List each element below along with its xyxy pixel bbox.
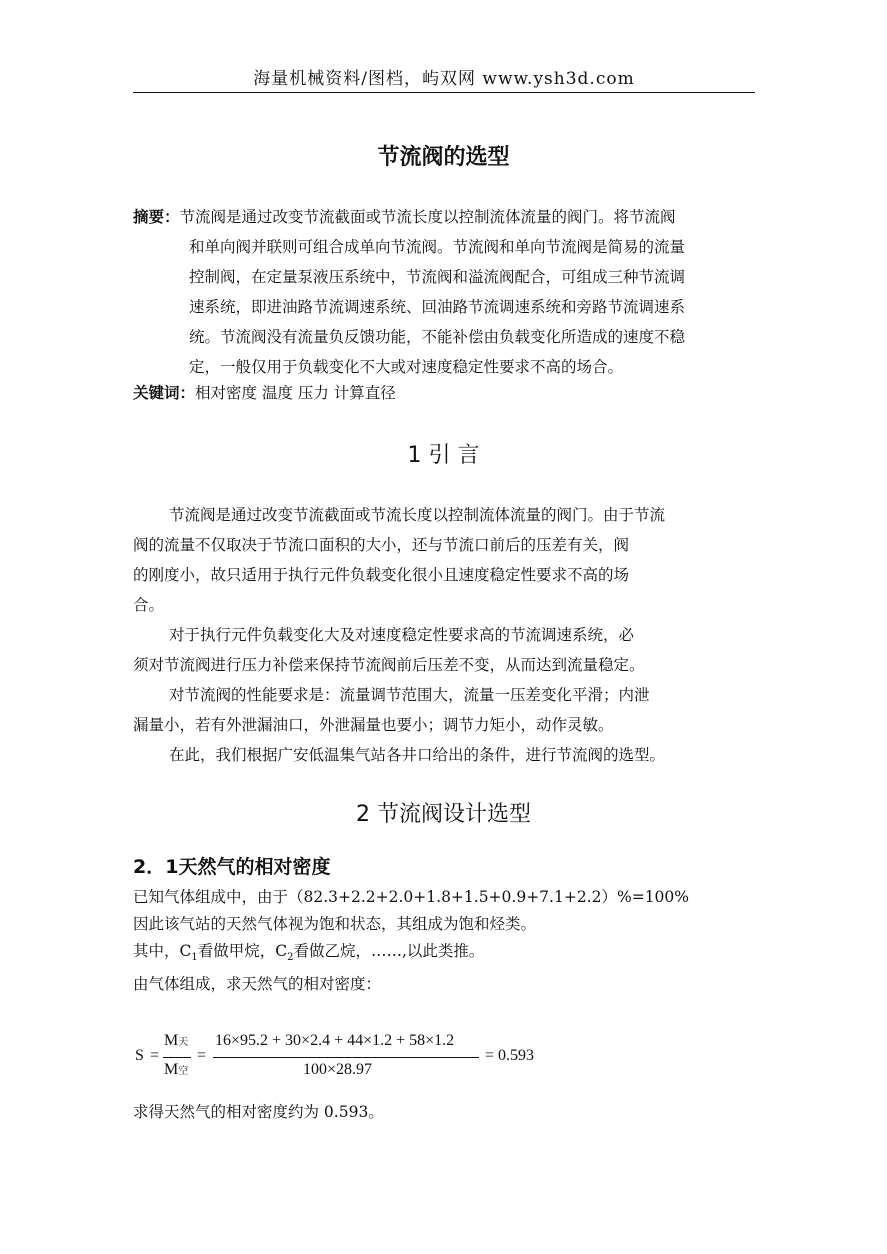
abstract-line: 和单向阀并联则可组合成单向节流阀。节流阀和单向节流阀是简易的流量 (189, 238, 686, 256)
body-line: 因此该气站的天然气体视为饱和状态，其组成为饱和烃类。 (133, 915, 537, 933)
document-title: 节流阀的选型 (377, 145, 510, 170)
keywords-text: 相对密度 温度 压力 计算直径 (195, 384, 396, 402)
formula-denominator: 100×28.97 (303, 1061, 373, 1078)
body-line: 由气体组成，求天然气的相对密度： (133, 975, 382, 994)
abstract-line: 控制阀，在定量泵液压系统中，节流阀和溢流阀配合，可组成三种节流调 (189, 268, 686, 286)
header-rule (133, 92, 755, 93)
formula-equals: = (197, 1047, 207, 1064)
abstract-line: 定，一般仅用于负载变化不大或对速度稳定性要求不高的场合。 (189, 358, 624, 376)
keywords-label: 关键词： (133, 384, 196, 402)
formula-denominator-m: M空 (164, 1061, 189, 1078)
body-line: 对节流阀的性能要求是：流量调节范围大，流量一压差变化平滑；内泄 (169, 686, 650, 704)
intro-body (133, 500, 758, 770)
fraction-bar (213, 1057, 479, 1058)
body-line: 漏量小，若有外泄漏油口，外泄漏量也要小；调节力矩小，动作灵敏。 (133, 716, 614, 734)
fraction-bar (163, 1057, 191, 1058)
body-line: 在此，我们根据广安低温集气站各井口给出的条件，进行节流阀的选型。 (169, 746, 666, 764)
formula-numerator: 16×95.2 + 30×2.4 + 44×1.2 + 58×1.2 (215, 1032, 455, 1049)
keywords (133, 381, 396, 403)
body-line: 对于执行元件负载变化大及对速度稳定性要求高的节流调速系统，必 (169, 626, 635, 644)
formula-equals: = (150, 1047, 160, 1064)
body-line: 节流阀是通过改变节流截面或节流长度以控制流体流量的阀门。由于节流 (169, 506, 666, 524)
relative-density-formula (133, 1030, 593, 1086)
subsection-heading: 2．1天然气的相对密度 (133, 856, 331, 878)
formula-result: = 0.593 (485, 1047, 535, 1064)
abstract-label: 摘要： (133, 208, 180, 226)
abstract-line: 统。节流阀没有流量负反馈功能，不能补偿由负载变化所造成的速度不稳 (189, 328, 686, 346)
body-line: 其中，$C_1$看做甲烷，$C_2$看做乙烷，……,以此类推。 (133, 942, 485, 964)
abstract-line: 节流阀是通过改变节流截面或节流长度以控制流体流量的阀门。将节流阀 (179, 208, 676, 226)
running-header: 海量机械资料/图档，屿双网 www.ysh3d.com (253, 69, 635, 89)
body-line: 阀的流量不仅取决于节流口面积的大小，还与节流口前后的压差有关，阀 (133, 536, 630, 554)
body-line: 已知气体组成中，由于（82.3+2.2+2.0+1.8+1.5+0.9+7.1+2.2）%=100% (133, 888, 690, 906)
formula-numerator-m: M天 (164, 1032, 189, 1049)
subsection-body (133, 884, 758, 998)
body-line: 须对节流阀进行压力补偿来保持节流阀前后压差不变，从而达到流量稳定。 (133, 656, 645, 674)
abstract-block (133, 202, 758, 382)
section-heading-intro: 1 引 言 (407, 443, 480, 468)
body-line: 合。 (133, 596, 165, 614)
result-sentence: 求得天然气的相对密度约为 0.593。 (133, 1103, 384, 1121)
formula-lhs: S (135, 1047, 144, 1064)
section-heading-design: 2 节流阀设计选型 (356, 802, 531, 827)
abstract-line: 速系统，即进油路节流调速系统、回油路节流调速系统和旁路节流调速系 (189, 298, 686, 316)
body-line: 的刚度小，故只适用于执行元件负载变化很小且速度稳定性要求不高的场 (133, 566, 630, 584)
